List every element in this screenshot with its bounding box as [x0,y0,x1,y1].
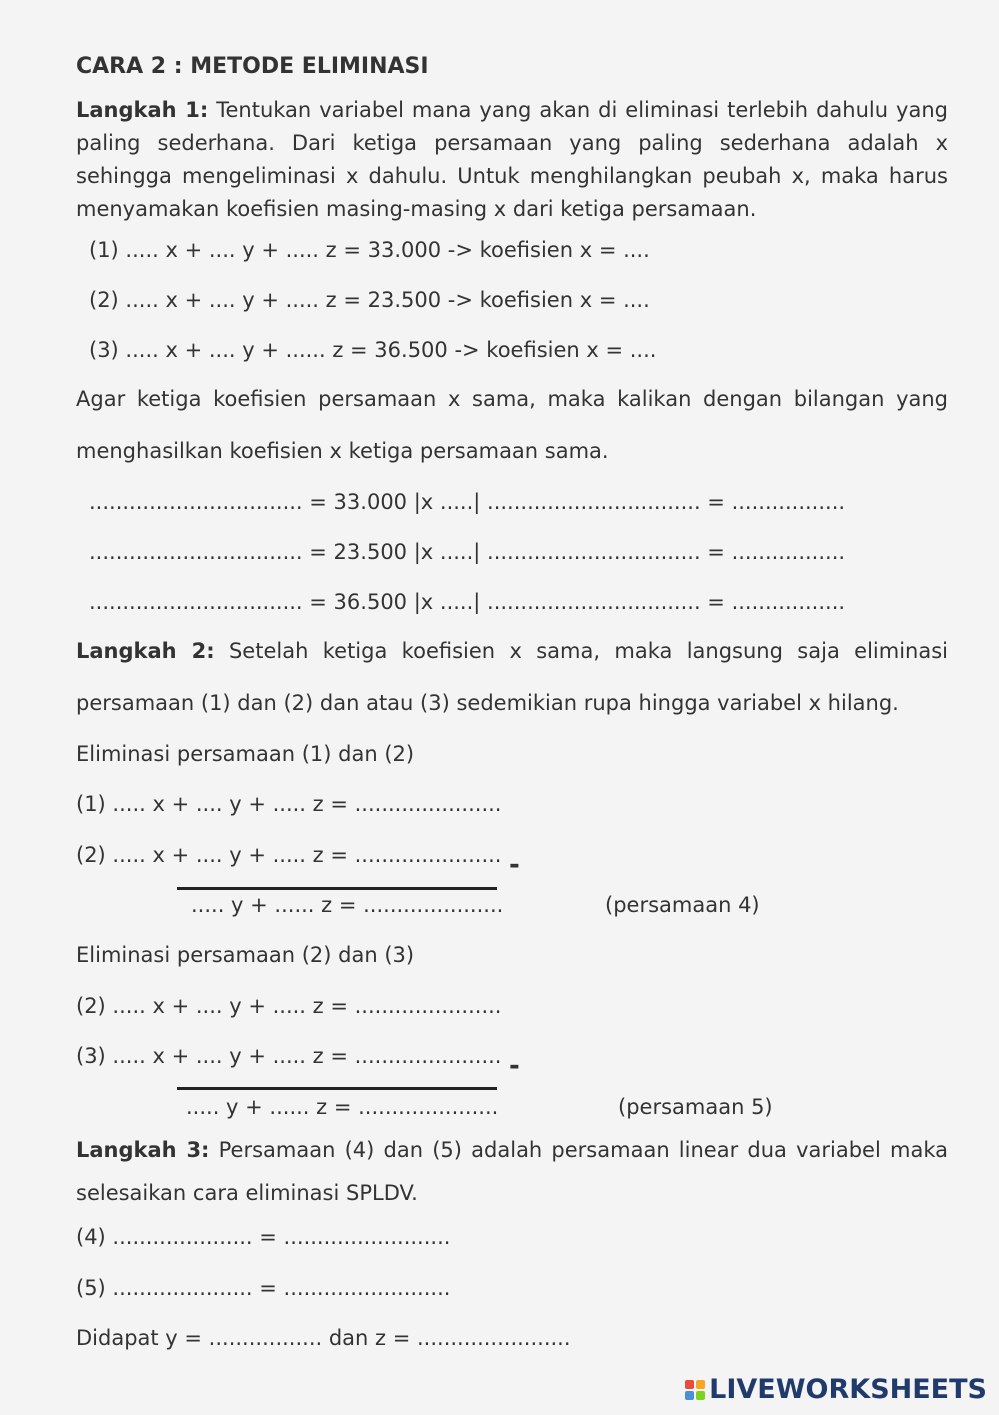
logo-block-green [696,1391,705,1400]
elim12-result: ..... y + ...... z = ..................... [191,893,504,917]
logo-blocks-icon [685,1380,705,1400]
logo-text: LIVEWORKSHEETS [709,1374,987,1405]
elim12-note: (persamaan 4) [605,893,760,917]
page-title: CARA 2 : METODE ELIMINASI [76,54,429,79]
elim12-rule [177,887,497,890]
agar-line-2: menghasilkan koefisien x ketiga persamaan sama. [76,439,609,463]
multiply-row-1: ................................ = 33.000 |x .....| ................................ = ................. [89,490,846,514]
elim12-eq1: (1) ..... x + .... y + ..... z = ...................... [76,792,502,816]
elim23-eq1: (2) ..... x + .... y + ..... z = ...................... [76,994,502,1018]
step3-eq4: (4) ..................... = ......................... [76,1225,451,1249]
logo-block-red [685,1380,694,1389]
step3-eq5: (5) ..................... = ......................... [76,1276,451,1300]
agar-line-1: Agar ketiga koefisien persamaan x sama, maka kalikan dengan bilangan yang [76,387,948,411]
equation-1: (1) ..... x + .... y + ..... z = 33.000 -> koefisien x = .... [89,238,650,262]
step1-paragraph [76,94,948,226]
liveworksheets-logo[interactable] [685,1374,987,1405]
step1-label: Langkah 1: [76,98,209,122]
multiply-row-3: ................................ = 36.500 |x .....| ................................ = ................. [89,590,846,614]
step3-text: Persamaan (4) dan (5) adalah persamaan linear dua variabel maka [209,1138,948,1162]
elim23-heading: Eliminasi persamaan (2) dan (3) [76,943,415,967]
step2-label: Langkah 2: [76,639,215,663]
elim23-eq2: (3) ..... x + .... y + ..... z = ...................... [76,1044,502,1068]
elim23-rule [177,1087,497,1090]
step3-line-1 [76,1138,948,1162]
step2-line-1 [76,639,948,663]
multiply-row-2: ................................ = 23.500 |x .....| ................................ = ................. [89,540,846,564]
elim12-eq2: (2) ..... x + .... y + ..... z = ...................... [76,843,502,867]
elim23-note: (persamaan 5) [618,1095,773,1119]
logo-block-blue [685,1391,694,1400]
step3-result: Didapat y = ................. dan z = ....................... [76,1326,571,1350]
step1-text: Tentukan variabel mana yang akan di eliminasi terlebih dahulu yang paling sederhana. Dari ketiga persamaan yang paling sederhana adalah x sehingga mengeliminasi x dahulu. Untuk menghilangkan peubah x, maka harus menyamakan koefisien masing-masing x dari ketiga persamaan. [76,98,948,221]
step2-line-2: persamaan (1) dan (2) dan atau (3) sedemikian rupa hingga variabel x hilang. [76,691,899,715]
equation-2: (2) ..... x + .... y + ..... z = 23.500 -> koefisien x = .... [89,288,650,312]
logo-block-orange [696,1380,705,1389]
elim23-minus-sign: - [509,1051,520,1081]
step3-line-2: selesaikan cara eliminasi SPLDV. [76,1181,418,1205]
step2-text: Setelah ketiga koefisien x sama, maka langsung saja eliminasi [214,639,948,663]
elim23-result: ..... y + ...... z = ..................... [186,1095,499,1119]
elim12-minus-sign: - [509,850,520,880]
elim12-heading: Eliminasi persamaan (1) dan (2) [76,742,415,766]
step3-label: Langkah 3: [76,1138,210,1162]
equation-3: (3) ..... x + .... y + ...... z = 36.500 -> koefisien x = .... [89,338,657,362]
